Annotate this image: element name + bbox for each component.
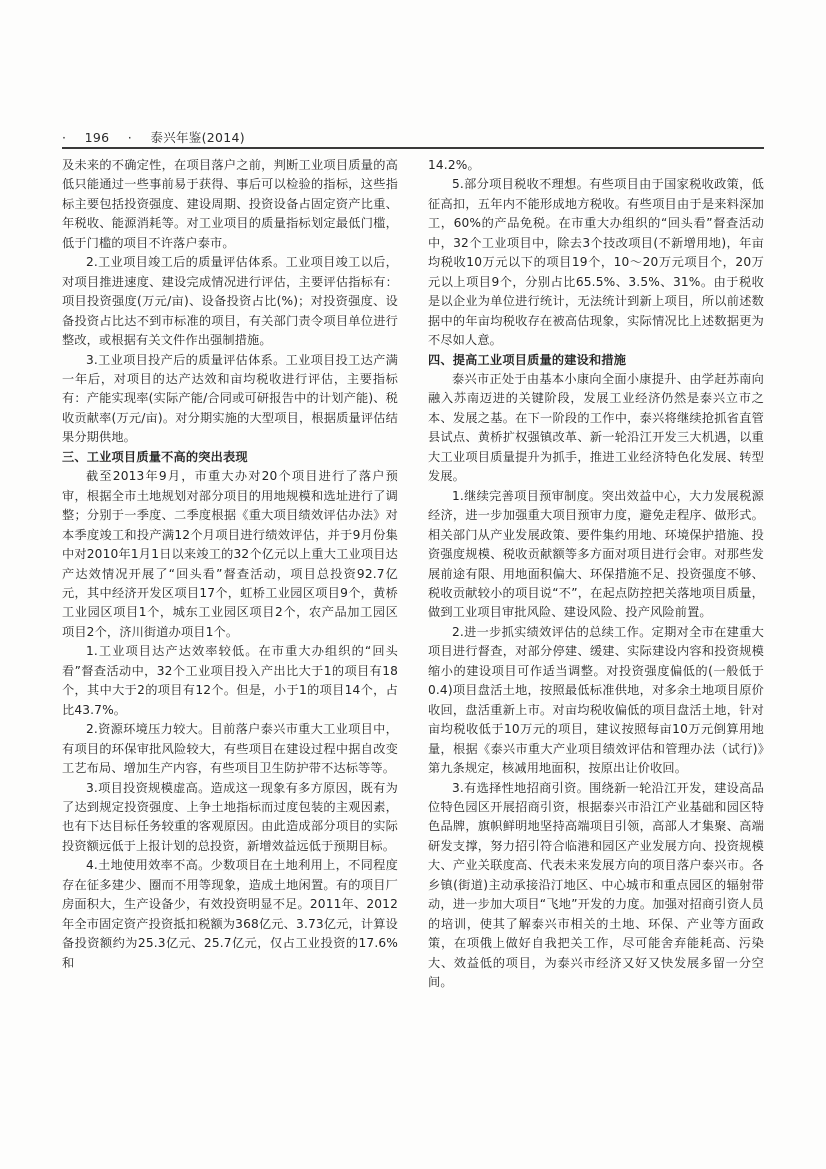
para-item-3-invest: 3.项目投资规模虚高。造成这一现象有多方原因，既有为了达到规定投资强度、上争土地指标而过度包装的主观因素，也有下达目标任务较重的客观原因。由此造成部分项目的实际投资额远低于上报计划的总投资，新增效益远低于预期目标。: [62, 780, 398, 853]
para-review-2013: 截至2013年9月，市重大办对20个项目进行了落户预审，根据全市土地规划对部分项目的用地规模和选址进行了调整；分别于一季度、二季度根据《重大项目绩效评估办法》对本季度竣工和投产满12个月项目进行绩效评估，并于9月份集中对2010年1月1日以来竣工的32个亿元以上重大工业项目达产达效情况开展了“回头看”督查活动，项目总投资92.7亿元，其中经济开发区项目17个，虹桥工业园区项目9个，黄桥工业园区项目1个，城东工业园区项目2个，农产品加工园区项目2个，济川街道办项目1个。: [62, 469, 398, 639]
page-number: 196: [84, 130, 110, 145]
header-bullet-left: ·: [62, 130, 67, 145]
para-percent-continued: 14.2%。: [428, 158, 480, 172]
para-item-4-land: 4.土地使用效率不高。少数项目在土地利用上，不同程度存在征多建少、圈而不用等现象，造成土地闲置。有的项目厂房面积大，生产设备少，有效投资明显不足。2011年、2012年全市固定资产投资抵扣税额为368亿元、3.73亿元，计算设备投资额约为25.3亿元、25.7亿元，仅占工业投资的17.6%和: [62, 858, 398, 970]
para-item-1-output: 1.工业项目达产达效率较低。在市重大办组织的“回头看”督查活动中，32个工业项目投入产出比大于1的项目有18个，其中大于2的项目有12个。但是，小于1的项目14个，占比43.7%。: [62, 644, 398, 717]
body-columns: [62, 156, 764, 992]
para-item-3: 3.工业项目投产后的质量评估体系。工业项目投工达产满一年后，对项目的达产达效和亩均税收进行评估，主要指标有：产能实现率(实际产能/合同或可研报告中的计划产能)、税收贡献率(万元/亩)。对分期实施的大型项目，根据质量评估结果分期供地。: [62, 352, 398, 445]
para-item-2: 2.工业项目竣工后的质量评估体系。工业项目竣工以后，对项目推进速度、建设完成情况进行评估，主要评估指标有：项目投资强度(万元/亩)、设备投资占比(%)；对投资强度、设备投资占比达不到市标准的项目，有关部门责令项目单位进行整改，或根据有关文件作出强制措施。: [62, 255, 398, 348]
right-text-column: [428, 156, 764, 992]
book-title: 泰兴年鉴(2014): [150, 130, 245, 145]
header-bullet-right: ·: [127, 130, 133, 145]
para-item-5-tax: 5.部分项目税收不理想。有些项目由于国家税收政策，低征高扣，五年内不能形成地方税收。有些项目由于是来料深加工，60%的产品免税。在市重大办组织的“回头看”督查活动中，32个工业项目中，除去3个技改项目(不新增用地)，年亩均税收10万元以下的项目19个，10～20万元项目个，20万元以上项目9个，分别占比65.5%、3.5%、31%。由于税收是以企业为单位进行统计，无法统计到新上项目，所以前述数据中的年亩均税收存在被高估现象，实际情况比上述数据更为不尽如人意。: [428, 177, 764, 348]
left-text-column: [62, 156, 398, 992]
para-item-2-resource: 2.资源环境压力较大。目前落户泰兴市重大工业项目中，有项目的环保审批风险较大，有些项目在建设过程中据自改变工艺布局、增加生产内容，有些项目卫生防护带不达标等等。: [62, 722, 398, 776]
section-heading-3: 三、工业项目质量不高的突出表现: [62, 449, 248, 464]
page-header: [62, 128, 764, 146]
para-measure-2: 2.进一步抓实绩效评估的总续工作。定期对全市在建重大项目进行督查，对部分停建、缓建、实际建设内容和投资规模缩小的建设项目可作适当调整。对投资强度偏低的(一般低于0.4)项目盘活土地，按照最低标准供地，对多余土地项目原价收回，盘活重新上市。对亩均税收偏低的项目盘活土地，针对亩均税收低于10万元的项目，建议按照每亩10万元倒算用地量，根据《泰兴市重大产业项目绩效评估和管理办法（试行)》第九条规定，核减用地面积，按原出让价收回。: [428, 624, 764, 776]
para-intro-taixing: 泰兴市正处于由基本小康向全面小康提升、由学赶苏南向融入苏南迈进的关键阶段，发展工业经济仍然是泰兴立市之本、发展之基。在下一阶段的工作中，泰兴将继续抢抓省直管县试点、黄桥扩权强镇改革、新一轮沿江开发三大机遇，以重大工业项目质量提升为抓手，推进工业经济特色化发展、转型发展。: [428, 371, 764, 484]
para-measure-3: 3.有选择性地招商引资。围绕新一轮沿江开发，建设高品位特色园区开展招商引资，根据泰兴市沿江产业基础和园区特色品牌，旗帜鲜明地坚持高端项目引领，高部人才集聚、高端研发支撑，努力招引符合临港和园区产业发展方向、投资规模大、产业关联度高、代表未来发展方向的项目落户泰兴市。各乡镇(街道)主动承接沿汀地区、中心城市和重点园区的辐射带动，进一步加大项目“飞地”开发的力度。加强对招商引资人员的培训，使其了解泰兴市相关的土地、环保、产业等方面政策，在项俄上做好自我把关工作，尽可能舍弃能耗高、污染大、效益低的项目，为泰兴市经济又好又快发展多留一分空间。: [428, 780, 764, 990]
para-measure-1: 1.继续完善项目预审制度。突出效益中心，大力发展税源经济，进一步加强重大项目预审力度，避免走程序、做形式。相关部门从产业发展政策、要件集约用地、环境保护措施、投资强度规模、税收贡献额等多方面对项目进行会审。对那些发展前途有限、用地面积偏大、环保措施不足、投资强度不够、税收贡献较小的项目说“不”，在起点防控把关落地项目质量，做到工业项目审批风险、建设风险、投产风险前置。: [428, 488, 764, 620]
header-divider: [62, 147, 764, 149]
para-uncertainty: 及未来的不确定性，在项目落户之前，判断工业项目质量的高低只能通过一些事前易于获得、事后可以检验的指标，这些指标主要包括投资强度、建设周期、投资设备占固定资产比重、年税收、能源消耗等。对工业项目的质量指标划定最低门槛，低于门槛的项目不许落户泰市。: [62, 158, 398, 250]
section-heading-4: 四、提高工业项目质量的建设和措施: [428, 352, 627, 367]
